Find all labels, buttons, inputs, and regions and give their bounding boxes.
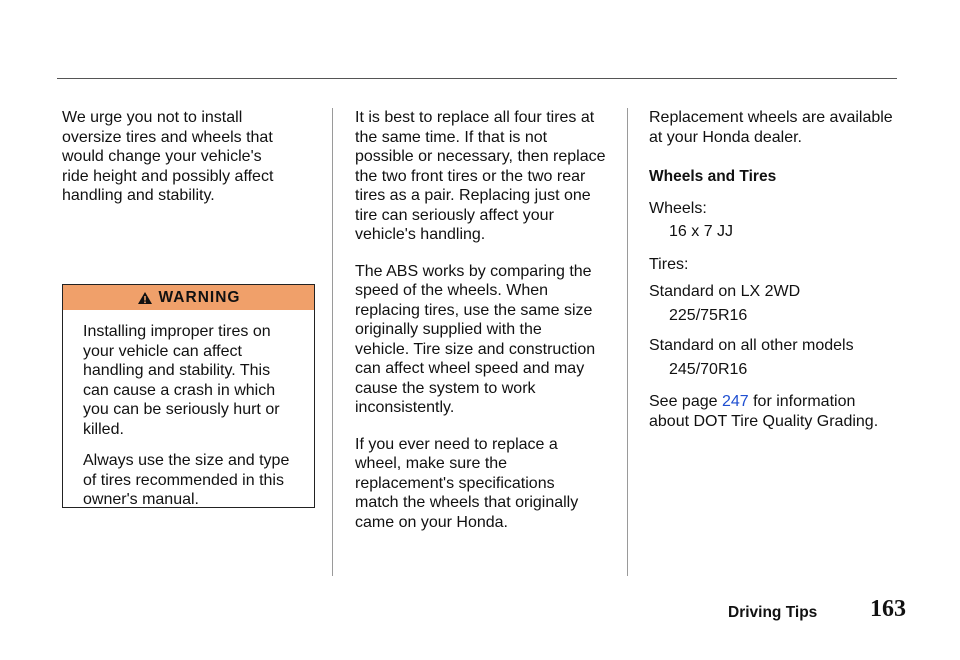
warning-triangle-icon bbox=[137, 291, 153, 305]
page-247-link[interactable]: 247 bbox=[721, 393, 749, 410]
standard-lx-value: 225/75R16 bbox=[669, 306, 748, 324]
wheels-value: 16 x 7 JJ bbox=[669, 223, 734, 240]
middle-paragraph-1: It is best to replace all four tires at the same time. If that is not possible or necessary, then replace the two front tires or the two rear tires as a pair. Replacing just one tire can seriously affect your vehicle's handling. bbox=[355, 109, 606, 243]
see-page-reference bbox=[649, 392, 919, 431]
see-page-prefix: See page bbox=[649, 393, 722, 410]
column-divider-right bbox=[627, 108, 628, 576]
left-column bbox=[62, 108, 312, 206]
wheels-label: Wheels: bbox=[649, 199, 707, 217]
middle-column bbox=[355, 108, 615, 532]
warning-box bbox=[62, 284, 315, 508]
footer-section-label: Driving Tips bbox=[728, 604, 818, 621]
right-intro-paragraph: Replacement wheels are available at your Honda dealer. bbox=[649, 109, 893, 146]
standard-lx-label: Standard on LX 2WD bbox=[649, 283, 801, 300]
warning-header bbox=[63, 285, 314, 310]
middle-paragraph-2: The ABS works by comparing the speed of the wheels. When replacing tires, use the same size originally supplied with the vehicle. Tire size and construction can affect wheel speed and may cause the system to work inconsistently. bbox=[355, 262, 596, 416]
warning-paragraph-2: Always use the size and type of tires recommended in this owner's manual. bbox=[83, 452, 290, 508]
warning-title: WARNING bbox=[158, 288, 241, 306]
warning-paragraph-1: Installing improper tires on your vehicle can affect handling and stability. This can cause a crash in which you can be seriously hurt or killed. bbox=[83, 323, 280, 438]
column-divider-left bbox=[332, 108, 333, 576]
left-intro-paragraph: We urge you not to install oversize tires and wheels that would change your vehicle's ride height and possibly affect handling and stability. bbox=[62, 109, 274, 204]
warning-body bbox=[63, 310, 314, 510]
see-page-suffix: for information about DOT Tire Quality Grading. bbox=[649, 393, 879, 430]
right-column bbox=[649, 108, 919, 431]
middle-paragraph-3: If you ever need to replace a wheel, make sure the replacement's specifications match the wheels that originally came on your Honda. bbox=[355, 435, 579, 531]
wheels-and-tires-heading: Wheels and Tires bbox=[649, 168, 777, 185]
standard-other-label: Standard on all other models bbox=[649, 337, 854, 354]
standard-other-value: 245/70R16 bbox=[669, 360, 748, 378]
page-number: 163 bbox=[870, 596, 906, 622]
tires-label: Tires: bbox=[649, 255, 689, 273]
top-rule bbox=[57, 78, 897, 79]
